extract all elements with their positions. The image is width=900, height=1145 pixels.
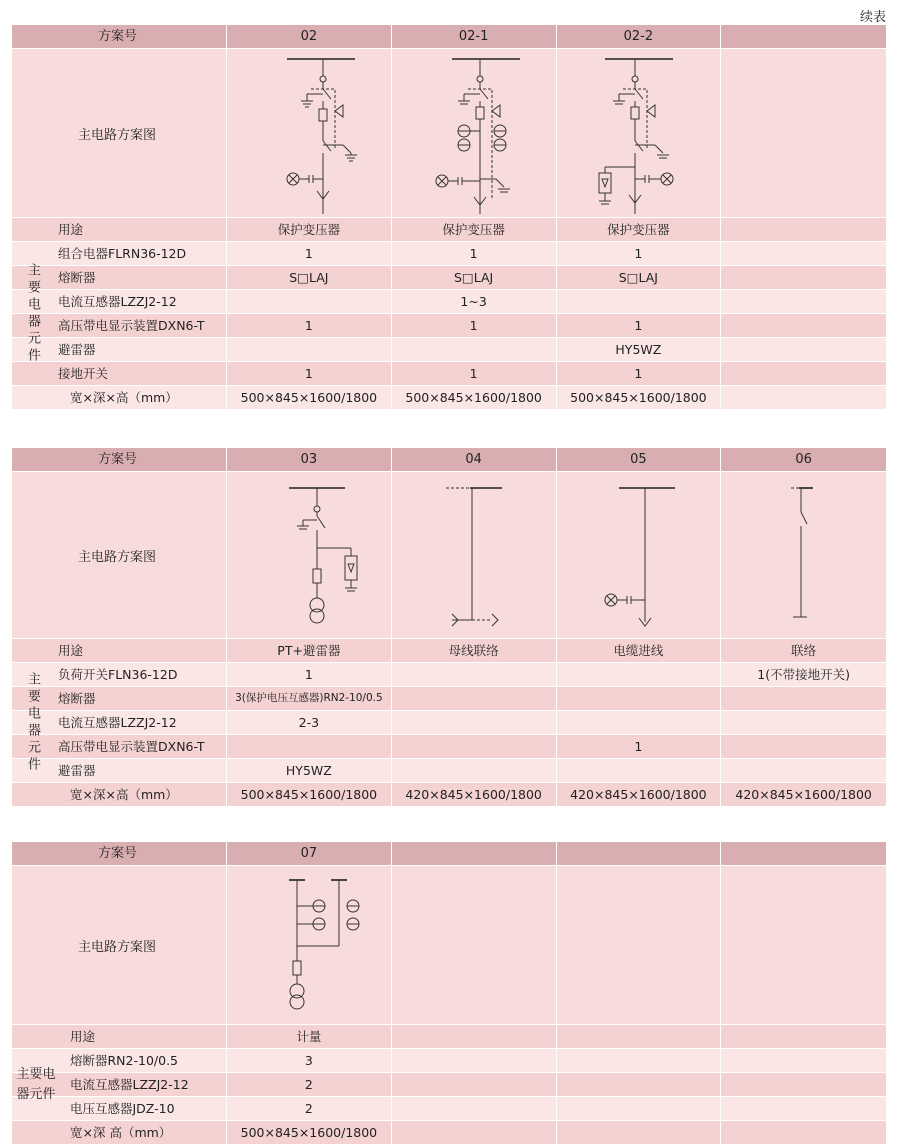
item-val <box>557 687 722 710</box>
item-val <box>557 711 722 734</box>
use-cell <box>721 1025 886 1048</box>
group-text: 主要电器元件 <box>25 263 40 365</box>
item-val: 1 <box>392 314 557 337</box>
use-cell: 保护变压器 <box>227 218 392 241</box>
item-row <box>12 687 886 711</box>
item-val <box>721 735 886 758</box>
use-cell: 计量 <box>227 1025 392 1048</box>
item-val: HY5WZ <box>557 338 722 361</box>
empty-diagram <box>392 866 557 1024</box>
dims-cell: 420×845×1600/1800 <box>557 783 722 806</box>
group-text: 主要电器元件 <box>16 1067 56 1102</box>
scheme-no-header: 方案号 <box>12 25 227 48</box>
use-row <box>12 218 886 242</box>
scheme-col: 06 <box>795 452 812 467</box>
item-val <box>721 362 886 385</box>
scheme-col: 02 <box>227 25 392 48</box>
scheme-col <box>721 25 886 48</box>
item-val <box>721 242 886 265</box>
group-text: 主要电器元件 <box>25 672 40 774</box>
item-val: S□LAJ <box>227 266 392 289</box>
use-cell <box>392 1025 557 1048</box>
empty-diagram <box>721 866 886 1024</box>
diagram-label: 主电路方案图 <box>12 472 227 638</box>
scheme-table-3 <box>12 842 886 1145</box>
item-val: 1 <box>392 362 557 385</box>
item-val <box>392 687 557 710</box>
dims-label: 宽×深 高（mm） <box>12 1121 227 1144</box>
item-name: 高压带电显示装置DXN6-T <box>12 314 227 337</box>
item-val <box>557 1097 722 1120</box>
item-val: 1 <box>557 242 722 265</box>
scheme-col: 04 <box>392 448 557 471</box>
item-val <box>392 1049 557 1072</box>
item-row <box>12 314 886 338</box>
scheme-table-2 <box>12 448 886 807</box>
item-name: 避雷器 <box>12 759 227 782</box>
item-row <box>12 338 886 362</box>
item-val: 3(保护电压互感器)RN2-10/0.5 <box>227 687 392 710</box>
use-row <box>12 1025 886 1049</box>
use-cell: 母线联络 <box>392 639 557 662</box>
metering-07-icon <box>227 866 392 1024</box>
item-val <box>721 266 886 289</box>
header-row <box>12 448 886 472</box>
item-name: 熔断器 <box>12 266 227 289</box>
diagram-row <box>12 472 886 639</box>
use-cell: 保护变压器 <box>392 218 557 241</box>
item-val <box>392 1097 557 1120</box>
item-val: 1 <box>227 663 392 686</box>
item-row <box>12 362 886 386</box>
item-name: 高压带电显示装置DXN6-T <box>12 735 227 758</box>
dims-cell <box>392 1121 557 1144</box>
diagram-label: 主电路方案图 <box>12 49 227 217</box>
switchgear-02-1-icon <box>392 49 557 217</box>
use-label: 用途 <box>12 1025 227 1048</box>
use-cell: 联络 <box>791 643 817 658</box>
item-val: HY5WZ <box>227 759 392 782</box>
item-val: 1 <box>557 314 722 337</box>
item-val <box>227 290 392 313</box>
dims-row <box>12 386 886 410</box>
item-val <box>721 759 886 782</box>
item-name: 熔断器RN2-10/0.5 <box>12 1049 227 1072</box>
item-val: S□LAJ <box>557 266 722 289</box>
item-name: 电流互感器LZZJ2-12 <box>12 1073 227 1096</box>
dims-label: 宽×深×高（mm） <box>12 783 227 806</box>
item-row <box>12 1049 886 1073</box>
item-name: 负荷开关FLN36-12D <box>12 663 227 686</box>
dims-row <box>12 1121 886 1145</box>
item-row <box>12 735 886 759</box>
item-row <box>12 663 886 687</box>
use-cell: 电缆进线 <box>557 639 722 662</box>
scheme-col <box>557 842 722 865</box>
item-row <box>12 759 886 783</box>
switchgear-02-icon <box>227 49 392 217</box>
item-row <box>12 1073 886 1097</box>
item-val: 1 <box>227 362 392 385</box>
use-label: 用途 <box>12 639 227 662</box>
dims-row <box>12 783 886 807</box>
scheme-no-header: 方案号 <box>12 842 227 865</box>
item-val: 3 <box>227 1049 392 1072</box>
component-group-label <box>12 1049 60 1121</box>
diagram-row <box>12 866 886 1025</box>
use-cell: PT+避雷器 <box>227 639 392 662</box>
busbar-tie-04-icon <box>392 472 557 638</box>
switchgear-02-2-icon <box>557 49 722 217</box>
item-val <box>557 290 722 313</box>
item-val <box>721 687 886 710</box>
item-val <box>227 735 392 758</box>
component-group-label <box>12 242 52 386</box>
scheme-col <box>392 842 557 865</box>
scheme-col: 02-1 <box>392 25 557 48</box>
use-row <box>12 639 886 663</box>
cable-incoming-05-icon <box>557 472 722 638</box>
item-val <box>392 711 557 734</box>
empty-diagram <box>557 866 722 1024</box>
diagram-label: 主电路方案图 <box>12 866 227 1024</box>
component-group-label <box>12 663 52 783</box>
item-row <box>12 290 886 314</box>
item-name: 电流互感器LZZJ2-12 <box>12 711 227 734</box>
continued-label: 续表 <box>859 10 886 25</box>
item-val <box>557 1073 722 1096</box>
item-val <box>721 314 886 337</box>
item-val: S□LAJ <box>392 266 557 289</box>
scheme-col: 02-2 <box>557 25 722 48</box>
dims-cell <box>557 1121 722 1144</box>
item-val <box>721 711 886 734</box>
header-row <box>12 842 886 866</box>
item-name: 熔断器 <box>12 687 227 710</box>
use-label: 用途 <box>12 218 227 241</box>
item-val <box>392 1073 557 1096</box>
use-cell <box>721 218 886 241</box>
item-val: 1 <box>392 242 557 265</box>
item-val: 1 <box>557 362 722 385</box>
item-name: 接地开关 <box>12 362 227 385</box>
item-name: 避雷器 <box>12 338 227 361</box>
dims-cell <box>721 386 886 409</box>
item-val <box>392 759 557 782</box>
item-row <box>12 266 886 290</box>
dims-cell: 500×845×1600/1800 <box>227 1121 392 1144</box>
scheme-col <box>721 842 886 865</box>
tie-06-icon <box>721 472 886 638</box>
dims-cell <box>721 1121 886 1144</box>
scheme-col: 03 <box>227 448 392 471</box>
item-row <box>12 1097 886 1121</box>
dims-cell: 420×845×1600/1800 <box>735 787 872 802</box>
item-val <box>557 759 722 782</box>
switchgear-03-icon <box>227 472 392 638</box>
item-name: 组合电器FLRN36-12D <box>12 242 227 265</box>
use-cell: 保护变压器 <box>557 218 722 241</box>
item-val <box>721 1049 886 1072</box>
item-name: 电压互感器JDZ-10 <box>12 1097 227 1120</box>
item-val <box>557 663 722 686</box>
item-val <box>392 338 557 361</box>
item-val: 2-3 <box>227 711 392 734</box>
item-val <box>721 338 886 361</box>
dims-cell: 500×845×1600/1800 <box>392 386 557 409</box>
item-val <box>721 1097 886 1120</box>
item-val <box>227 338 392 361</box>
item-val <box>392 735 557 758</box>
empty-diagram <box>721 49 886 217</box>
item-val <box>392 663 557 686</box>
scheme-no-header: 方案号 <box>12 448 227 471</box>
item-val: 2 <box>227 1073 392 1096</box>
item-val <box>721 290 886 313</box>
item-val: 2 <box>227 1097 392 1120</box>
item-val: 1 <box>557 735 722 758</box>
use-cell <box>557 1025 722 1048</box>
header-row <box>12 25 886 49</box>
item-name: 电流互感器LZZJ2-12 <box>12 290 227 313</box>
item-val: 1 <box>227 242 392 265</box>
item-row <box>12 711 886 735</box>
scheme-col: 07 <box>227 842 392 865</box>
dims-label: 宽×深×高（mm） <box>12 386 227 409</box>
item-val: 1(不带接地开关) <box>757 667 850 682</box>
diagram-row <box>12 49 886 218</box>
dims-cell: 500×845×1600/1800 <box>227 386 392 409</box>
scheme-table-1 <box>12 25 886 410</box>
scheme-col: 05 <box>557 448 722 471</box>
item-val: 1~3 <box>392 290 557 313</box>
dims-cell: 500×845×1600/1800 <box>557 386 722 409</box>
dims-cell: 500×845×1600/1800 <box>227 783 392 806</box>
item-val <box>721 1073 886 1096</box>
dims-cell: 420×845×1600/1800 <box>392 783 557 806</box>
item-row <box>12 242 886 266</box>
item-val: 1 <box>227 314 392 337</box>
item-val <box>557 1049 722 1072</box>
